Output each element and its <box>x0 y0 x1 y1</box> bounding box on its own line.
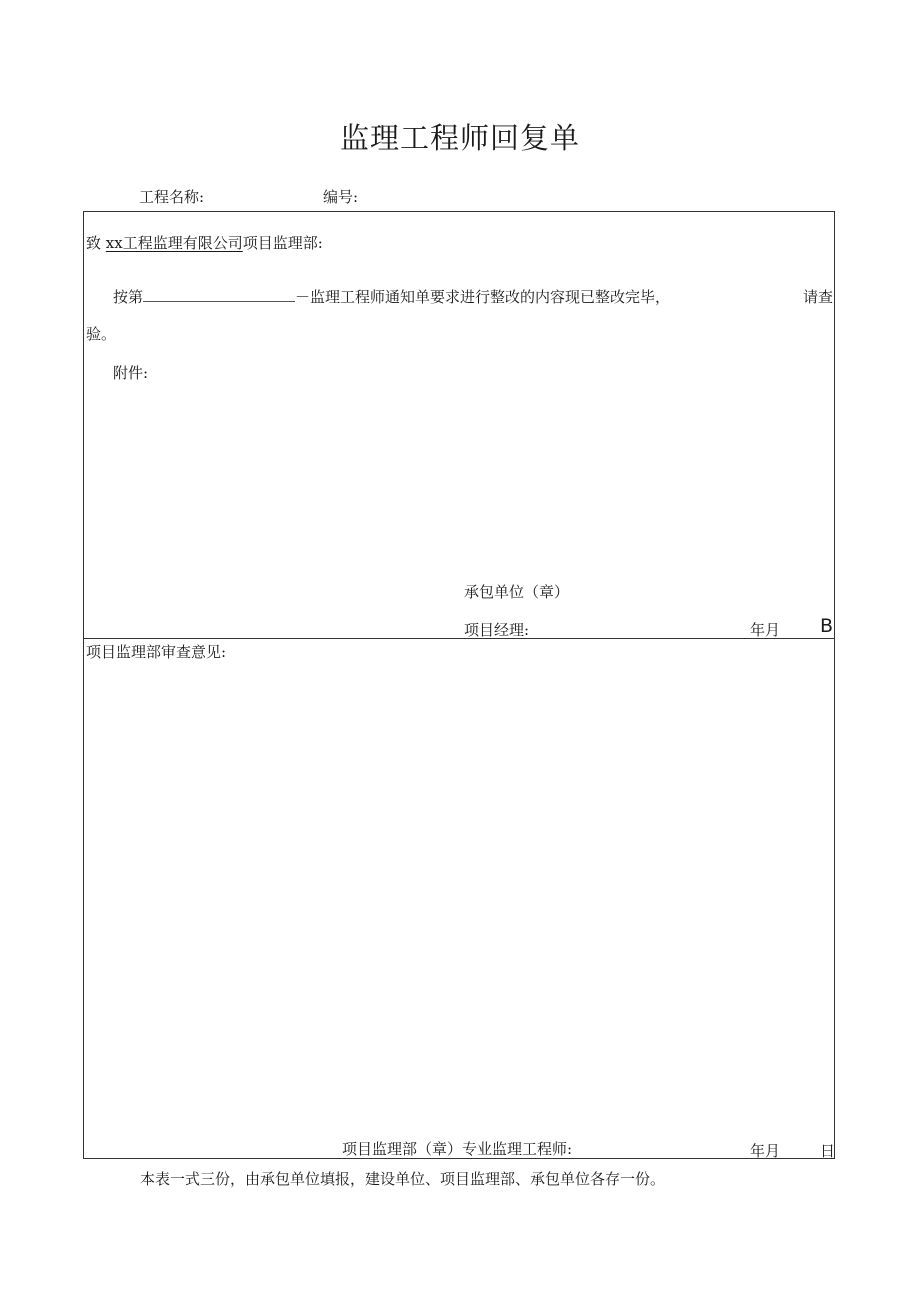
addressee-line <box>86 232 323 253</box>
supervision-company: xx工程监理有限公司 <box>105 234 243 252</box>
reply-date-day: B <box>820 615 834 637</box>
review-opinion-label: 项目监理部审查意见: <box>86 643 227 661</box>
reply-date-year-month: 年月 <box>750 621 781 639</box>
addressee-prefix: 致 <box>86 234 102 252</box>
statement-middle: －监理工程师通知单要求进行整改的内容现已整改完毕， <box>295 288 671 306</box>
addressee-suffix: 项目监理部: <box>242 234 323 252</box>
rectification-statement <box>113 286 670 307</box>
reply-form <box>83 211 835 1159</box>
page-title: 监理工程师回复单 <box>339 121 580 155</box>
attachment-label: 附件: <box>113 364 149 382</box>
notice-number-blank[interactable] <box>143 289 295 302</box>
contractor-seal-label: 承包单位（章） <box>464 583 570 601</box>
footer-note: 本表一式三份，由承包单位填报，建设单位、项目监理部、承包单位各存一份。 <box>140 1170 666 1188</box>
review-date-year-month: 年月 <box>750 1142 781 1160</box>
project-name-label: 工程名称: <box>139 188 205 206</box>
review-signature-label: 项目监理部（章）专业监理工程师: <box>342 1140 573 1158</box>
review-date-day: 日 <box>820 1142 836 1160</box>
number-label: 编号: <box>323 188 359 206</box>
section-divider <box>84 638 834 639</box>
project-manager-label: 项目经理: <box>464 621 530 639</box>
statement-wrap: 验。 <box>86 325 117 343</box>
statement-prefix: 按第 <box>113 288 144 306</box>
statement-end: 请查 <box>803 288 834 306</box>
